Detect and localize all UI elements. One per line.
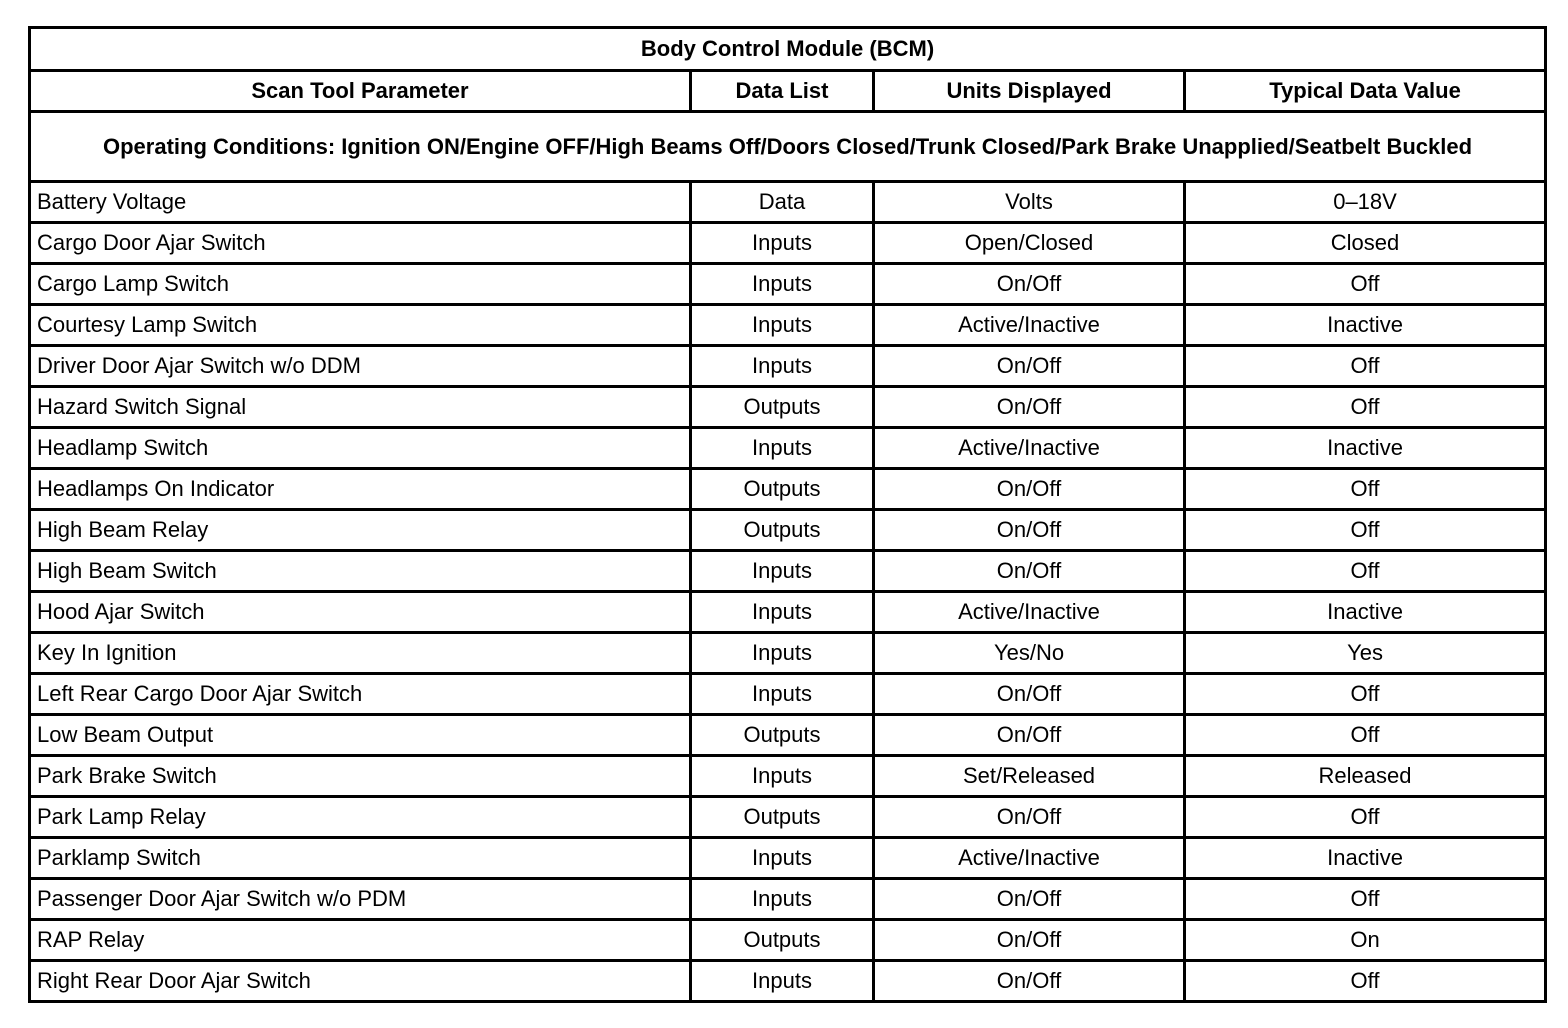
- cell-data-list: Outputs: [691, 469, 874, 510]
- cell-typical-value: Off: [1185, 469, 1546, 510]
- cell-data-list: Inputs: [691, 428, 874, 469]
- cell-parameter: Key In Ignition: [30, 633, 691, 674]
- cell-data-list: Inputs: [691, 633, 874, 674]
- table-row: [30, 305, 1546, 346]
- cell-data-list: Inputs: [691, 838, 874, 879]
- table-row: [30, 961, 1546, 1002]
- cell-parameter: Right Rear Door Ajar Switch: [30, 961, 691, 1002]
- cell-units: On/Off: [874, 510, 1185, 551]
- cell-units: On/Off: [874, 674, 1185, 715]
- operating-conditions: Operating Conditions: Ignition ON/Engine OFF/High Beams Off/Doors Closed/Trunk Closed/Park Brake Unapplied/Seatbelt Buckled: [30, 112, 1546, 182]
- cell-data-list: Outputs: [691, 797, 874, 838]
- cell-units: Active/Inactive: [874, 592, 1185, 633]
- cell-parameter: Low Beam Output: [30, 715, 691, 756]
- cell-data-list: Inputs: [691, 223, 874, 264]
- table-row: [30, 469, 1546, 510]
- table-row: [30, 223, 1546, 264]
- cell-units: Yes/No: [874, 633, 1185, 674]
- cell-parameter: Headlamps On Indicator: [30, 469, 691, 510]
- cell-typical-value: Off: [1185, 797, 1546, 838]
- cell-units: On/Off: [874, 920, 1185, 961]
- header-data-list: Data List: [691, 71, 874, 112]
- header-scan-tool-parameter: Scan Tool Parameter: [30, 71, 691, 112]
- cell-typical-value: Inactive: [1185, 592, 1546, 633]
- cell-units: Volts: [874, 182, 1185, 223]
- table-row: [30, 920, 1546, 961]
- cell-parameter: Battery Voltage: [30, 182, 691, 223]
- cell-parameter: Park Lamp Relay: [30, 797, 691, 838]
- cell-data-list: Inputs: [691, 592, 874, 633]
- cell-typical-value: Yes: [1185, 633, 1546, 674]
- table-row: [30, 838, 1546, 879]
- column-header-row: [30, 71, 1546, 112]
- cell-data-list: Inputs: [691, 551, 874, 592]
- cell-units: On/Off: [874, 715, 1185, 756]
- table-row: [30, 674, 1546, 715]
- table-row: [30, 797, 1546, 838]
- cell-units: On/Off: [874, 797, 1185, 838]
- cell-data-list: Inputs: [691, 879, 874, 920]
- cell-parameter: Parklamp Switch: [30, 838, 691, 879]
- table-row: [30, 633, 1546, 674]
- cell-typical-value: 0–18V: [1185, 182, 1546, 223]
- cell-typical-value: Off: [1185, 879, 1546, 920]
- cell-units: On/Off: [874, 346, 1185, 387]
- table-title-row: [30, 28, 1546, 71]
- cell-typical-value: Off: [1185, 264, 1546, 305]
- cell-data-list: Outputs: [691, 387, 874, 428]
- operating-conditions-row: [30, 112, 1546, 182]
- cell-parameter: Park Brake Switch: [30, 756, 691, 797]
- cell-data-list: Inputs: [691, 264, 874, 305]
- table-row: [30, 346, 1546, 387]
- cell-units: On/Off: [874, 551, 1185, 592]
- header-units-displayed: Units Displayed: [874, 71, 1185, 112]
- cell-data-list: Inputs: [691, 961, 874, 1002]
- cell-units: Set/Released: [874, 756, 1185, 797]
- cell-data-list: Outputs: [691, 715, 874, 756]
- cell-typical-value: Off: [1185, 346, 1546, 387]
- table-row: [30, 592, 1546, 633]
- cell-typical-value: Inactive: [1185, 428, 1546, 469]
- cell-parameter: Courtesy Lamp Switch: [30, 305, 691, 346]
- cell-units: On/Off: [874, 469, 1185, 510]
- cell-parameter: Cargo Lamp Switch: [30, 264, 691, 305]
- table-title: Body Control Module (BCM): [30, 28, 1546, 71]
- table-row: [30, 387, 1546, 428]
- table-row: [30, 756, 1546, 797]
- cell-data-list: Inputs: [691, 756, 874, 797]
- cell-typical-value: Off: [1185, 961, 1546, 1002]
- cell-data-list: Inputs: [691, 305, 874, 346]
- cell-parameter: High Beam Relay: [30, 510, 691, 551]
- cell-typical-value: Off: [1185, 674, 1546, 715]
- cell-data-list: Outputs: [691, 510, 874, 551]
- cell-typical-value: Off: [1185, 387, 1546, 428]
- cell-units: Active/Inactive: [874, 838, 1185, 879]
- cell-typical-value: Released: [1185, 756, 1546, 797]
- cell-parameter: Passenger Door Ajar Switch w/o PDM: [30, 879, 691, 920]
- table-row: [30, 428, 1546, 469]
- cell-parameter: Cargo Door Ajar Switch: [30, 223, 691, 264]
- cell-units: On/Off: [874, 264, 1185, 305]
- cell-units: Active/Inactive: [874, 305, 1185, 346]
- table-row: [30, 182, 1546, 223]
- table-row: [30, 264, 1546, 305]
- cell-data-list: Inputs: [691, 674, 874, 715]
- cell-typical-value: Inactive: [1185, 838, 1546, 879]
- cell-data-list: Inputs: [691, 346, 874, 387]
- table-row: [30, 510, 1546, 551]
- cell-units: On/Off: [874, 961, 1185, 1002]
- cell-units: On/Off: [874, 879, 1185, 920]
- bcm-data-table: [28, 26, 1547, 1003]
- header-typical-data-value: Typical Data Value: [1185, 71, 1546, 112]
- cell-units: On/Off: [874, 387, 1185, 428]
- cell-parameter: Driver Door Ajar Switch w/o DDM: [30, 346, 691, 387]
- cell-typical-value: On: [1185, 920, 1546, 961]
- cell-units: Active/Inactive: [874, 428, 1185, 469]
- cell-parameter: Hazard Switch Signal: [30, 387, 691, 428]
- cell-data-list: Outputs: [691, 920, 874, 961]
- cell-parameter: High Beam Switch: [30, 551, 691, 592]
- cell-typical-value: Off: [1185, 510, 1546, 551]
- cell-typical-value: Closed: [1185, 223, 1546, 264]
- cell-parameter: RAP Relay: [30, 920, 691, 961]
- table-row: [30, 879, 1546, 920]
- cell-parameter: Headlamp Switch: [30, 428, 691, 469]
- table-row: [30, 551, 1546, 592]
- cell-typical-value: Off: [1185, 551, 1546, 592]
- cell-parameter: Hood Ajar Switch: [30, 592, 691, 633]
- table-body: [30, 182, 1546, 1002]
- cell-units: Open/Closed: [874, 223, 1185, 264]
- cell-typical-value: Off: [1185, 715, 1546, 756]
- cell-data-list: Data: [691, 182, 874, 223]
- cell-typical-value: Inactive: [1185, 305, 1546, 346]
- table-row: [30, 715, 1546, 756]
- cell-parameter: Left Rear Cargo Door Ajar Switch: [30, 674, 691, 715]
